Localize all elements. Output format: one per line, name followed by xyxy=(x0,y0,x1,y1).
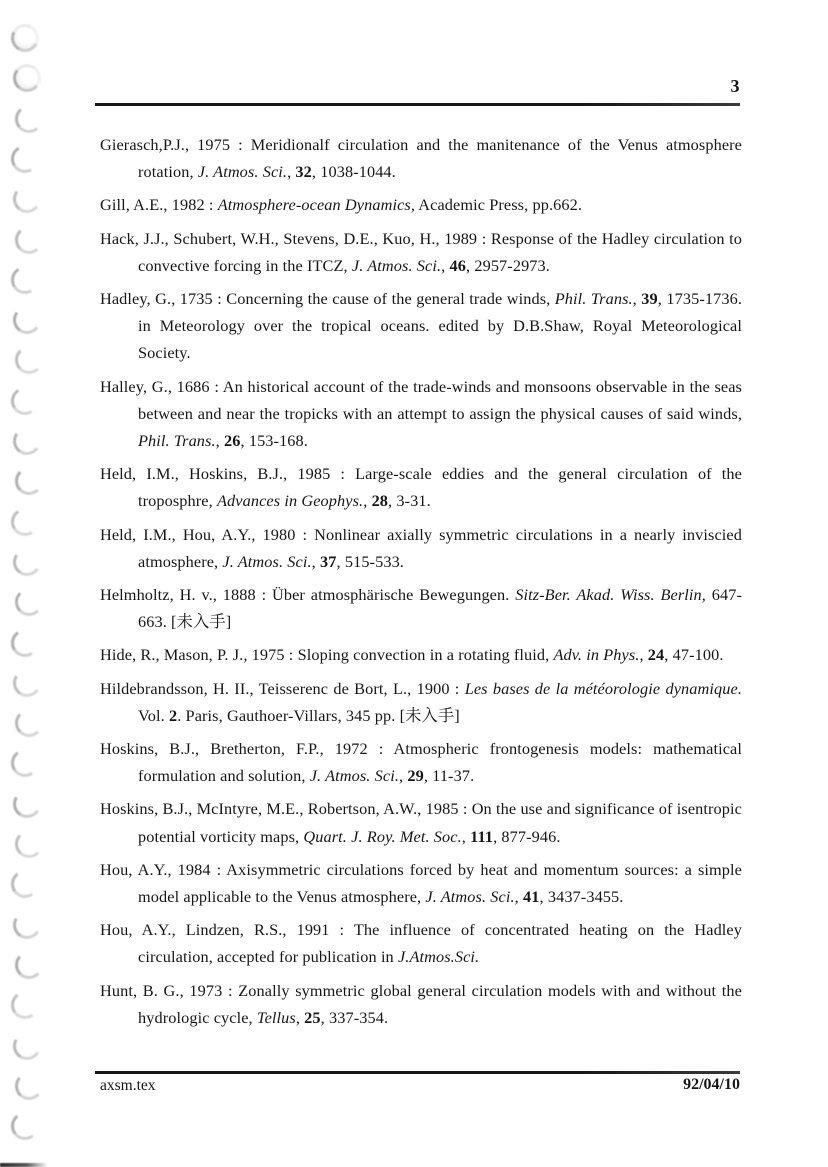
ref-segment: J. Atmos. Sci. xyxy=(351,255,442,275)
binder-hole xyxy=(7,20,42,55)
binder-hole xyxy=(15,709,43,737)
binder-hole xyxy=(8,263,42,297)
ref-segment: , xyxy=(632,289,642,309)
ref-segment: J.Atmos.Sci. xyxy=(397,947,480,967)
ref-segment: Tellus xyxy=(256,1007,296,1027)
ref-segment: Halley, G., 1686 : An historical account of the trade-winds and monsoons observable in the seas between and near the tropicks with an attempt to assign the physical causes of said winds, xyxy=(100,376,742,423)
reference-entry xyxy=(100,191,742,218)
binder-hole xyxy=(9,747,41,779)
ref-segment: Vol. xyxy=(138,705,169,725)
ref-segment: , 877-946. xyxy=(493,826,561,846)
reference-entry xyxy=(100,285,742,367)
binder-hole xyxy=(10,908,44,942)
binder-hole xyxy=(15,467,43,495)
ref-segment: Held, I.M., Hou, A.Y., 1980 : Nonlinear axially symmetric circulations in a nearly inviscied atmosphere, xyxy=(100,524,742,571)
binder-hole xyxy=(10,666,43,699)
binder-hole xyxy=(11,545,44,578)
binder-hole xyxy=(9,1110,40,1141)
binder-hole xyxy=(11,183,43,215)
ref-segment: , xyxy=(287,162,296,182)
binder-hole xyxy=(8,142,42,176)
ref-segment: , xyxy=(514,887,524,907)
ref-segment: 41 xyxy=(523,887,540,907)
ref-segment: Hou, A.Y., 1984 : Axisymmetric circulations forced by heat and momentum sources: a simple model applicable to the Venus atmosphere, xyxy=(100,859,742,907)
ref-segment: Hide, R., Mason, P. J., 1975 : Sloping convection in a rotating fluid, xyxy=(100,645,554,665)
scan-artifact xyxy=(0,1163,48,1167)
binder-hole xyxy=(14,104,44,134)
binder-hole xyxy=(9,868,41,900)
reference-entry xyxy=(100,916,742,970)
ref-segment: , 1038-1044. xyxy=(311,162,396,182)
references-list xyxy=(100,131,742,1037)
reference-entry xyxy=(100,795,742,849)
ref-segment: Hoskins, B.J., McIntyre, M.E., Robertson, A.W., 1985 : On the use and significance of isentropic potential vorticity maps, xyxy=(100,799,742,846)
ref-segment: J. Atmos. Sci. xyxy=(222,551,312,571)
ref-segment: , xyxy=(639,645,648,665)
page-number: 3 xyxy=(730,76,740,96)
binder-hole xyxy=(11,304,43,336)
ref-segment: , 2957-2973. xyxy=(466,255,550,275)
ref-segment: , 647-663. [未入手] xyxy=(138,585,742,632)
binder-hole xyxy=(14,950,43,979)
reference-entry xyxy=(100,373,742,455)
ref-segment: 28 xyxy=(371,491,389,511)
reference-entry xyxy=(100,977,742,1031)
ref-segment: 111 xyxy=(470,826,494,846)
ref-segment: . Paris, Gauthoer-Villars, 345 pp. [未入手] xyxy=(177,705,460,725)
reference-entry xyxy=(100,225,742,279)
ref-segment: Gierasch,P.J., 1975 : Meridionalf circulation and the manitenance of the Venus atmosphere rotation, xyxy=(100,135,742,182)
binder-hole xyxy=(11,63,42,94)
ref-segment: Hildebrandsson, H. II., Teisserenc de Bort, L., 1900 : xyxy=(100,678,465,698)
binder-hole xyxy=(10,1028,44,1062)
ref-segment: , xyxy=(295,1007,305,1027)
ref-segment: Adv. in Phys. xyxy=(553,645,640,665)
footer-rule xyxy=(95,1071,740,1074)
binder-hole xyxy=(8,505,41,538)
ref-segment: , xyxy=(215,431,224,451)
ref-segment: 46 xyxy=(449,255,466,275)
ref-segment: Les bases de la météorologie dynamique. xyxy=(464,678,742,698)
binder-hole xyxy=(15,588,43,616)
ref-segment: Quart. J. Roy. Met. Soc. xyxy=(303,826,462,846)
ref-segment: Gill, A.E., 1982 : xyxy=(100,195,218,215)
ref-segment: , 1735-1736. in Meteorology over the tropical oceans. edited by D.B.Shaw, Royal Meteorological Society. xyxy=(138,289,742,363)
binder-hole xyxy=(14,1071,44,1101)
reference-entry xyxy=(100,735,742,789)
binder-hole xyxy=(10,787,44,821)
ref-segment: , xyxy=(399,766,408,786)
ref-segment: Hadley, G., 1735 : Concerning the cause of the general trade winds, xyxy=(100,289,555,309)
ref-segment: Hou, A.Y., Lindzen, R.S., 1991 : The influence of concentrated heating on the Hadley circulation, accepted for publication in xyxy=(100,920,742,967)
ref-segment: Hoskins, B.J., Bretherton, F.P., 1972 : Atmospheric frontogenesis models: mathematical formulation and solution, xyxy=(100,739,742,786)
ref-segment: , 47-100. xyxy=(664,645,724,665)
reference-entry xyxy=(100,581,742,635)
ref-segment: 2 xyxy=(168,705,178,725)
ref-segment: 39 xyxy=(641,289,658,309)
binder-hole xyxy=(14,225,43,254)
ref-segment: 24 xyxy=(647,645,665,665)
ref-segment: J. Atmos. Sci. xyxy=(197,162,288,182)
ref-segment: Phil. Trans. xyxy=(138,431,216,451)
ref-segment: , xyxy=(441,255,450,275)
ref-segment: , xyxy=(363,491,372,511)
ref-segment: Hack, J.J., Schubert, W.H., Stevens, D.E., Kuo, H., 1989 : Response of the Hadley circulation to convective forcing in the ITCZ, xyxy=(100,228,742,275)
ref-segment: Hunt, B. G., 1973 : Zonally symmetric global general circulation models with and without the hydrologic cycle, xyxy=(100,980,742,1027)
reference-entry xyxy=(100,521,742,575)
reference-entry xyxy=(100,131,742,185)
binder-hole xyxy=(11,425,43,457)
ref-segment: Held, I.M., Hoskins, B.J., 1985 : Large-scale eddies and the general circulation of the troposphre, xyxy=(100,464,742,511)
ref-segment: , xyxy=(461,826,471,846)
footer-filename: axsm.tex xyxy=(100,1077,156,1094)
reference-entry xyxy=(100,460,742,514)
reference-entry xyxy=(100,641,742,668)
ref-segment: , 153-168. xyxy=(240,431,308,451)
ref-segment: , xyxy=(311,551,321,571)
ref-segment: Sitz-Ber. Akad. Wiss. Berlin xyxy=(515,585,702,605)
binder-hole xyxy=(15,346,44,375)
ref-segment: Atmosphere-ocean Dynamics xyxy=(217,195,411,215)
binder-hole xyxy=(15,830,44,859)
ref-segment: 37 xyxy=(320,551,337,571)
binder-hole xyxy=(9,626,42,659)
ref-segment: Advances in Geophys. xyxy=(216,491,364,511)
binder-holes xyxy=(0,0,60,1167)
binder-hole xyxy=(8,384,42,418)
footer-date: 92/04/10 xyxy=(683,1076,740,1093)
ref-segment: 29 xyxy=(407,766,424,786)
header-rule xyxy=(95,103,740,106)
ref-segment: J. Atmos. Sci. xyxy=(309,766,400,786)
binder-hole xyxy=(9,989,41,1021)
ref-segment: , 3-31. xyxy=(388,491,431,511)
reference-entry xyxy=(100,856,742,910)
ref-segment: 25 xyxy=(304,1007,321,1027)
ref-segment: Phil. Trans. xyxy=(554,289,633,309)
ref-segment: , 515-533. xyxy=(336,551,404,571)
ref-segment: 26 xyxy=(224,431,241,451)
ref-segment: 32 xyxy=(295,162,312,182)
ref-segment: , 3437-3455. xyxy=(539,887,624,907)
ref-segment: , 11-37. xyxy=(423,766,475,786)
ref-segment: Helmholtz, H. v., 1888 : Über atmosphärische Bewegungen. xyxy=(100,585,516,605)
ref-segment: , Academic Press, pp.662. xyxy=(410,195,583,215)
ref-segment: J. Atmos. Sci. xyxy=(425,887,515,907)
reference-entry xyxy=(100,675,742,729)
ref-segment: , 337-354. xyxy=(320,1007,389,1027)
